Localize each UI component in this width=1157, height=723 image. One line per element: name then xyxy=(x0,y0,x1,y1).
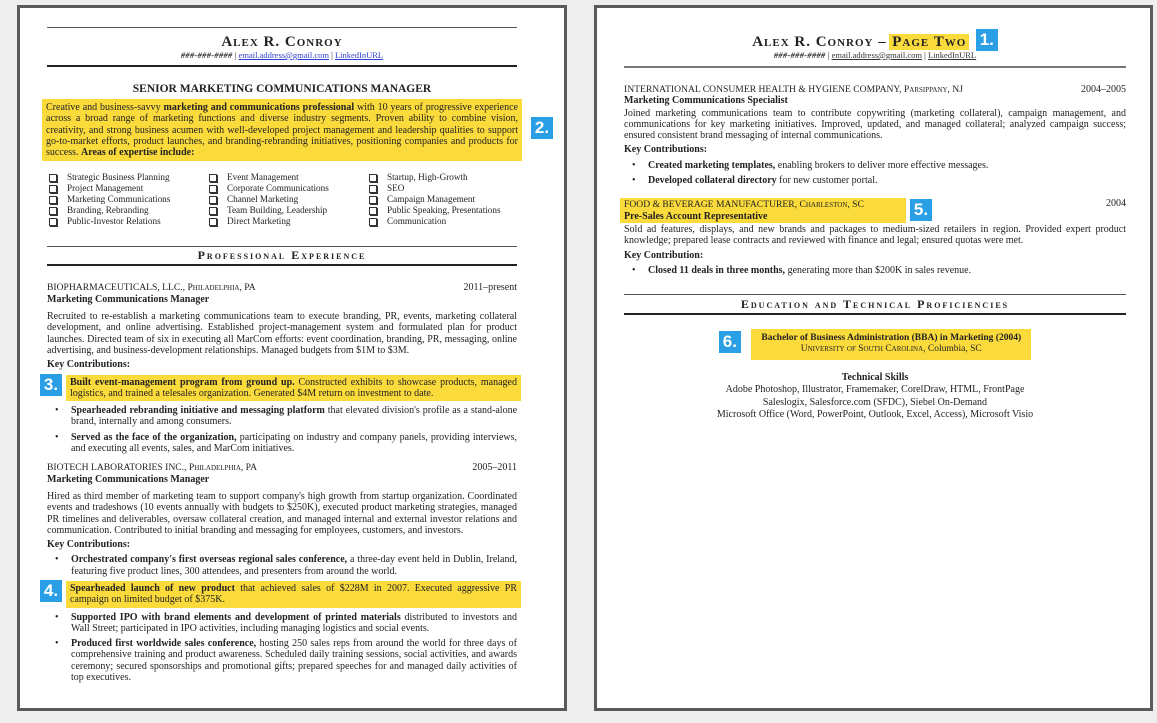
email-link[interactable]: email.address@gmail.com xyxy=(238,50,330,60)
job-header-line xyxy=(624,84,1126,95)
badge-2: 2. xyxy=(531,117,553,139)
linkedin-link[interactable]: LinkedInURL xyxy=(927,50,977,60)
expertise-item xyxy=(367,205,517,216)
divider xyxy=(624,66,1126,68)
education-block xyxy=(624,329,1126,360)
expertise-label: Channel Marketing xyxy=(227,194,299,205)
page-one-content xyxy=(43,8,550,684)
summary-text: with 10 years of progressive experience across a broad range of marketing functions and diverse industry segments. Proven ability to combine vision, creativity, and strong business acumen with well-developed project management and leadership qualities to support go-to-market efforts, product launches, and branding-rebranding initiatives, positioning companies and products for success. xyxy=(46,102,518,159)
expertise-item xyxy=(207,205,367,216)
expertise-label: Public Speaking, Presentations xyxy=(387,204,501,215)
expertise-label: Event Management xyxy=(227,172,299,183)
company-line xyxy=(47,462,257,473)
bullet-icon: • xyxy=(632,264,636,276)
summary-text: Creative and business-savvy xyxy=(46,102,164,113)
expertise-item xyxy=(47,216,207,227)
checkbox-icon xyxy=(209,218,217,226)
contribution-item xyxy=(624,160,1126,171)
checkbox-icon xyxy=(49,218,57,226)
contribution-bold: Orchestrated company's first overseas regional sales conference, xyxy=(71,554,348,566)
contribution-bold: Closed 11 deals in three months, xyxy=(648,264,786,276)
checkbox-icon xyxy=(369,196,377,204)
bullet-icon: • xyxy=(55,405,59,417)
email-link[interactable]: email.address@gmail.com xyxy=(831,50,923,60)
job-title: Pre-Sales Account Representative xyxy=(624,210,768,222)
job-entry xyxy=(43,282,518,455)
contribution-bold: Supported IPO with brand elements and development of printed materials xyxy=(71,611,401,623)
company-location: Parsippany, NJ xyxy=(903,84,963,95)
expertise-item xyxy=(47,172,207,183)
expertise-column xyxy=(207,172,367,226)
phone: ###-###-#### xyxy=(773,50,826,60)
bullet-icon: • xyxy=(632,159,636,171)
expertise-list xyxy=(47,172,517,226)
contribution-item xyxy=(47,612,517,635)
resume-page-one xyxy=(17,5,567,711)
expertise-item xyxy=(367,194,517,205)
contribution-bold: Produced first worldwide sales conference, xyxy=(71,638,257,650)
experience-list xyxy=(43,282,518,684)
separator: | xyxy=(234,50,237,60)
divider xyxy=(47,65,517,67)
job-dates: 2011–present xyxy=(463,282,517,294)
job-header xyxy=(620,198,906,223)
job-title: Marketing Communications Specialist xyxy=(624,95,788,107)
expertise-column xyxy=(367,172,517,226)
contribution-text: a three-day event held in Dublin, Ireland, featuring five product lines, 300 attendees, and presenters from around the world. xyxy=(71,554,517,577)
checkbox-icon xyxy=(369,174,377,182)
summary-bold: marketing and communications professional xyxy=(163,102,355,113)
job-description: Joined marketing communications team to contribute copywriting (marketing collateral), campaign management, and communications for key marketing initiatives. Improved, updated, and managed collateral; analyzed campaign success; ensured consistent brand messaging of internal communications. xyxy=(624,107,1126,142)
divider xyxy=(624,294,1126,295)
company-line xyxy=(624,84,963,95)
company-name: FOOD & BEVERAGE MANUFACTURER, xyxy=(624,199,798,211)
headline: SENIOR MARKETING COMMUNICATIONS MANAGER xyxy=(132,83,432,95)
contribution-list xyxy=(43,554,517,684)
page-two-header xyxy=(624,30,1126,56)
company-location: Philadelphia, PA xyxy=(188,462,258,474)
company-line xyxy=(47,282,256,293)
summary-highlight xyxy=(42,99,522,161)
contribution-list xyxy=(624,160,1126,187)
contribution-bold: Served as the face of the organization, xyxy=(71,431,237,443)
checkbox-icon xyxy=(209,207,217,215)
contribution-text: participating on industry and company panels, providing interviews, and executing all events, sales, and MarCom initiatives. xyxy=(71,431,517,455)
contribution-item xyxy=(47,554,517,577)
key-contributions-label: Key Contributions: xyxy=(624,144,708,156)
degree: Bachelor of Business Administration (BBA) in Marketing (2004) xyxy=(761,333,1022,344)
page-label: Page Two xyxy=(889,34,969,50)
candidate-name: Alex R. Conroy – xyxy=(752,34,887,50)
expertise-label: Strategic Business Planning xyxy=(67,172,170,183)
checkbox-icon xyxy=(49,207,57,215)
expertise-label: Marketing Communications xyxy=(67,194,171,205)
school: University of South Carolina, xyxy=(800,344,926,355)
badge-4: 4. xyxy=(40,580,62,602)
contribution-bold: Spearheaded launch of new product xyxy=(70,583,235,594)
contribution-item xyxy=(43,374,521,402)
contribution-item xyxy=(624,175,1126,186)
contact-line xyxy=(47,50,517,61)
contribution-text: enabling brokers to deliver more effective messages. xyxy=(775,159,989,171)
expertise-label: Direct Marketing xyxy=(227,215,291,226)
contribution-item xyxy=(624,265,1126,276)
checkbox-icon xyxy=(369,207,377,215)
checkbox-icon xyxy=(49,174,57,182)
summary-bold: Areas of expertise include: xyxy=(81,147,195,159)
contribution-bold: Spearheaded rebranding initiative and messaging platform xyxy=(71,405,325,417)
checkbox-icon xyxy=(209,185,217,193)
expertise-column xyxy=(47,172,207,226)
badge-1: 1. xyxy=(976,29,998,51)
technical-skills-title: Technical Skills xyxy=(841,371,909,383)
contribution-bold: Created marketing templates, xyxy=(648,159,776,171)
badge-3: 3. xyxy=(40,374,62,396)
company-name: BIOTECH LABORATORIES INC., xyxy=(47,462,187,474)
badge-5: 5. xyxy=(910,199,932,221)
expertise-item xyxy=(207,194,367,205)
job-dates: 2004 xyxy=(1106,198,1126,210)
contribution-list xyxy=(624,265,1126,276)
company-location: Philadelphia, PA xyxy=(187,282,256,294)
expertise-label: Startup, High-Growth xyxy=(387,172,468,183)
expertise-item xyxy=(367,172,517,183)
expertise-label: Campaign Management xyxy=(387,194,476,205)
contribution-item xyxy=(47,432,517,455)
bullet-icon: • xyxy=(55,638,59,650)
contribution-text: hosting 250 sales reps from around the world for three days of comprehensive training and product awareness. Scheduled daily training sessions, social activities, and awards ceremony; secured sponsorships and promotional gifts; prepared speeches for and managed daily activities of top executives. xyxy=(71,638,517,684)
page-two-content xyxy=(624,8,1126,422)
section-title: Professional Experience xyxy=(197,248,367,263)
key-contributions-label: Key Contributions: xyxy=(47,539,131,551)
bullet-icon: • xyxy=(55,611,59,623)
expertise-label: Project Management xyxy=(67,183,144,194)
bullet-icon: • xyxy=(55,554,59,566)
contribution-bold: Developed collateral directory xyxy=(648,175,777,187)
expertise-label: Team Building, Leadership xyxy=(227,204,328,215)
job-title: Marketing Communications Manager xyxy=(47,473,210,485)
separator: | xyxy=(924,50,926,60)
checkbox-icon xyxy=(49,196,57,204)
technical-skills-line: Adobe Photoshop, Illustrator, Framemaker, CorelDraw, HTML, FrontPage xyxy=(725,384,1025,396)
contribution-text: for new customer portal. xyxy=(776,175,878,187)
checkbox-icon xyxy=(369,185,377,193)
checkbox-icon xyxy=(209,196,217,204)
contribution-list xyxy=(43,374,518,455)
divider xyxy=(47,27,517,28)
company-location: Charleston, SC xyxy=(799,199,864,211)
checkbox-icon xyxy=(49,185,57,193)
job-header-line xyxy=(624,198,1126,223)
contribution-text: generating more than $200K in sales revenue. xyxy=(785,264,972,276)
separator: | xyxy=(331,50,333,60)
linkedin-link[interactable]: LinkedInURL xyxy=(334,50,384,60)
job-entry xyxy=(624,198,1126,276)
checkbox-icon xyxy=(209,174,217,182)
job-header-line xyxy=(47,462,517,473)
technical-skills xyxy=(624,372,1126,422)
separator: | xyxy=(827,50,830,60)
section-title: Education and Technical Proficiencies xyxy=(740,297,1010,312)
divider xyxy=(624,313,1126,315)
expertise-item xyxy=(47,194,207,205)
expertise-item xyxy=(207,216,367,227)
education-highlight xyxy=(751,329,1031,360)
key-contributions-label: Key Contribution: xyxy=(624,249,704,261)
phone: ###-###-#### xyxy=(180,50,233,60)
badge-6: 6. xyxy=(719,331,741,353)
company-name: INTERNATIONAL CONSUMER HEALTH & HYGIENE COMPANY, xyxy=(624,84,902,95)
company-line xyxy=(624,199,864,210)
divider xyxy=(47,264,517,266)
expertise-label: SEO xyxy=(387,183,405,194)
expertise-item xyxy=(207,183,367,194)
job-description: Recruited to re-establish a marketing communications team to execute branding, PR, events, marketing collateral development, and online advertising. Established project-management system and formulated plan for product launches. Directed team of six in executing all MarCom efforts: event coordination, branding, PR, messaging, online advertising, and business-development relationships. Managed budgets from $1M to $3M. xyxy=(47,311,517,356)
job-title: Marketing Communications Manager xyxy=(47,293,210,305)
contribution-text: Constructed exhibits to showcase products, managed logistics, and trained a telesales organization. Generated $4M return on investment to date. xyxy=(70,376,517,399)
job-dates: 2005–2011 xyxy=(472,462,517,474)
expertise-label: Corporate Communications xyxy=(227,183,329,194)
job-header-line xyxy=(47,282,517,293)
resume-page-two xyxy=(594,5,1153,711)
technical-skills-line: Saleslogix, Salesforce.com (SFDC), Siebel On-Demand xyxy=(762,396,988,408)
candidate-name: Alex R. Conroy xyxy=(221,34,343,50)
contribution-text: that achieved sales of $228M in 2007. Executed aggressive PR campaign on limited budget of $375K. xyxy=(70,583,517,606)
contribution-text: that elevated division's profile as a stand-alone brand, internally and among consumers. xyxy=(71,405,518,428)
bullet-icon: • xyxy=(55,431,59,443)
expertise-label: Communication xyxy=(387,215,447,226)
contribution-item xyxy=(47,405,517,428)
school-city: Columbia, SC xyxy=(927,344,982,355)
expertise-label: Public-Investor Relations xyxy=(67,215,161,226)
job-entry xyxy=(43,462,517,684)
job-description: Hired as third member of marketing team to support company's high growth from startup organization. Coordinated events and tradeshows (10 events annually with budgets to $250K), executed product marketing strategies, managed PR timelines and deliverables, oversaw collateral creation, and managed internal and external investor relations and communication. Contributed to initial branding and messaging for employees, customers, and investors. xyxy=(47,490,517,536)
expertise-item xyxy=(47,205,207,216)
contribution-item xyxy=(43,581,521,608)
expertise-label: Branding, Rebranding xyxy=(67,204,149,215)
contribution-text: distributed to investors and Wall Street; participated in IPO activities, including managing logistics and social events. xyxy=(71,611,517,634)
expertise-item xyxy=(367,183,517,194)
job-entry xyxy=(624,84,1126,186)
company-name: BIOPHARMACEUTICALS, LLC., xyxy=(47,282,186,294)
job-description: Sold ad features, displays, and new brands and packages to medium-sized retailers in region. Provided expert product knowledge; prepared lease contracts and reviewed with finance and legal; ensured quotas were met. xyxy=(624,223,1126,247)
divider xyxy=(47,246,517,247)
bullet-icon: • xyxy=(632,175,636,187)
contribution-bold: Built event-management program from ground up. xyxy=(70,376,295,388)
job-dates: 2004–2005 xyxy=(1081,84,1126,95)
expertise-item xyxy=(367,216,517,227)
expertise-item xyxy=(207,172,367,183)
technical-skills-line: Microsoft Office (Word, PowerPoint, Outlook, Excel, Access), Microsoft Visio xyxy=(716,409,1034,421)
key-contributions-label: Key Contributions: xyxy=(47,359,131,371)
expertise-item xyxy=(47,183,207,194)
contribution-item xyxy=(47,638,517,683)
checkbox-icon xyxy=(369,218,377,226)
experience-list xyxy=(624,84,1126,276)
